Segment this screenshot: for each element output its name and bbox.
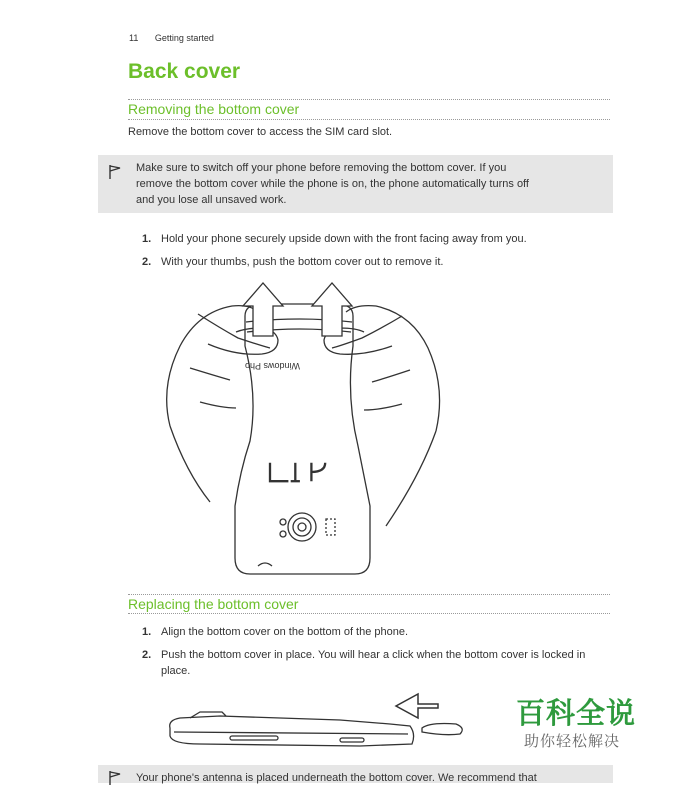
heading-rule-top (128, 99, 610, 100)
note-box-bottom (98, 765, 613, 783)
step-text: With your thumbs, push the bottom cover out to remove it. (161, 256, 444, 268)
note-line: and you lose all unsaved work. (136, 194, 287, 206)
bottom-note-text: Your phone's antenna is placed underneath the bottom cover. We recommend that (136, 772, 537, 784)
step-item (142, 647, 601, 679)
remove-cover-illustration (150, 276, 450, 582)
heading-rule-bottom (128, 119, 610, 120)
note-text (136, 160, 598, 208)
step-number: 2. (142, 649, 152, 661)
step-item (142, 231, 601, 247)
step-number: 1. (142, 626, 152, 638)
section-heading-replacing: Replacing the bottom cover (128, 596, 299, 612)
heading-rule-top (128, 594, 610, 595)
flag-icon (108, 164, 122, 180)
watermark-title: 百科全说 (516, 698, 637, 730)
note-line: remove the bottom cover while the phone is on, the phone automatically turns off (136, 178, 529, 190)
watermark-subtitle: 助你轻松解决 (524, 733, 621, 750)
page-title: Back cover (128, 60, 241, 83)
section-heading-removing: Removing the bottom cover (128, 101, 300, 117)
intro-paragraph: Remove the bottom cover to access the SIM card slot. (128, 126, 393, 138)
step-text: Push the bottom cover in place. You will hear a click when the bottom cover is locked in place. (161, 649, 586, 677)
step-text: Hold your phone securely upside down with the front facing away from you. (161, 233, 527, 245)
flag-icon (108, 770, 122, 786)
step-item (142, 254, 601, 270)
step-number: 2. (142, 256, 152, 268)
replace-cover-illustration (160, 684, 480, 754)
step-text: Align the bottom cover on the bottom of the phone. (161, 626, 409, 638)
page-number: 11 (129, 33, 139, 43)
step-item (142, 624, 601, 640)
note-line: Make sure to switch off your phone before removing the bottom cover. If you (136, 162, 507, 174)
step-number: 1. (142, 233, 152, 245)
note-box (98, 155, 613, 213)
running-header (129, 33, 214, 43)
heading-rule-bottom (128, 613, 610, 614)
section-name: Getting started (154, 33, 214, 43)
phone-label-windows: Windows Pho (244, 361, 300, 371)
